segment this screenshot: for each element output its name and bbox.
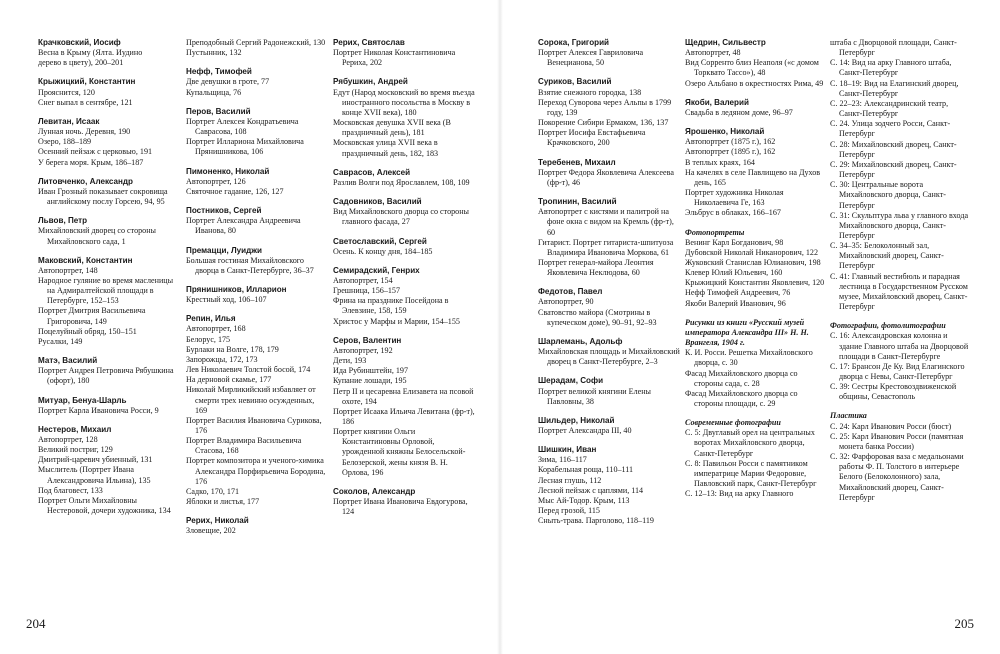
index-work-line: Фасад Михайловского дворца со стороны площади, с. 29 (685, 388, 798, 408)
index-entry (538, 197, 680, 278)
index-work-line: Михайловский дворец со стороны Михайловского сада, 1 (38, 226, 156, 246)
index-work-line: Купание лошади, 195 (333, 376, 407, 386)
index-work-line: Автопортрет, 128 (38, 435, 98, 444)
artist-name: Литовченко, Александр (38, 176, 133, 186)
index-entry (186, 107, 328, 158)
artist-name: Маковский, Константин (38, 255, 133, 265)
index-entry (333, 487, 475, 517)
page-number-left: 204 (26, 616, 46, 631)
index-work-line: Автопортрет, 48 (685, 48, 741, 58)
index-entry (38, 77, 180, 107)
index-work-line: Лунная ночь. Деревня, 190 (38, 127, 131, 137)
artist-name: Рерих, Святослав (333, 38, 405, 47)
artist-name: Федотов, Павел (538, 287, 603, 297)
index-work-line: Корабельная роща, 110–111 (538, 465, 634, 475)
index-work-line: Портрет Александра Андреевича Иванова, 80 (186, 216, 301, 236)
index-work-line: Большая гостиная Михайловского дворца в Санкт-Петербурге, 36–37 (186, 255, 314, 275)
index-entry (538, 416, 680, 436)
index-work-line: С. 39: Сестры Крестовоздвиженской общины, Севастополь (830, 382, 957, 402)
artist-name: Прянишников, Илларион (186, 284, 287, 294)
artist-name: Шильдер, Николай (538, 415, 615, 425)
index-work-line: Портрет Ивана Ивановича Евдогурова, 124 (333, 497, 468, 517)
index-work-line: Мыслитель (Портрет Ивана Александровича Ильина), 135 (38, 465, 151, 485)
left-page-column-2 (186, 38, 328, 546)
index-work-line: Портрет художника Николая Николаевича Ге, 163 (685, 188, 784, 208)
index-work-line: Преподобный Сергий Радонежский, 130 (186, 38, 326, 47)
index-work-line: Портрет композитора и ученого-химика Александра Порфирьевича Бородина, 176 (186, 456, 326, 486)
index-work-line: С. 34–35: Белоколонный зал, Михайловский дворец, Санкт-Петербург (830, 241, 944, 271)
index-work-line: С. 25: Карл Иванович Росси (памятная монета банка России) (830, 431, 964, 451)
index-work-line: Портрет Николая Константиновича Рериха, 202 (333, 48, 456, 68)
index-work-line: С. 18–19: Вид на Елагинский дворец, Санкт-Петербург (830, 78, 959, 98)
right-page-column-3 (830, 38, 972, 512)
index-work-line: Запорожцы, 172, 173 (186, 354, 258, 364)
artist-name: Светославский, Сергей (333, 236, 427, 246)
index-entry (538, 158, 680, 188)
index-work-line: С. 30: Центральные ворота Михайловского дворца, Санкт-Петербург (830, 180, 946, 210)
index-work-line: Портрет Алексея Кондратьевича Саврасова, 108 (186, 116, 299, 137)
index-work-line: Зима, 116–117 (538, 455, 587, 465)
index-work-line: Народное гуляние во время масленицы на Адмиралтейской площади в Петербурге, 152–153 (38, 275, 174, 306)
index-work-line: Портрет Ольги Михайловны Нестеровой, дочери художника, 134 (38, 495, 171, 516)
artist-name: Сорока, Григорий (538, 38, 610, 47)
index-entry (333, 336, 475, 478)
index-work-line: С. 31: Скульптура льва у главного входа Михайловского дворца, Санкт-Петербург (830, 210, 969, 240)
index-work-line: Портрет Андрея Петровича Рябушкина (офорт), 180 (38, 366, 174, 386)
index-work-line: Портрет Исаака Ильича Левитана (фр-т), 186 (333, 406, 475, 426)
artist-name: Ярошенко, Николай (685, 127, 765, 137)
index-work-line: С. 32: Фарфоровая ваза с медальонами работы Ф. П. Толстого в интерьере Белого (Белоколонного) зала, Михайловский дворец, Санкт-Петербург (830, 452, 964, 502)
artist-name: Якоби, Валерий (685, 97, 749, 107)
index-work-line: С. 28: Михайловский дворец, Санкт-Петербург (830, 139, 957, 159)
right-page-column-2 (685, 38, 827, 508)
index-entry (538, 376, 680, 406)
index-work-line: Гитарист. Портрет гитариста-шпитуоза Владимира Ивановича Моркова, 61 (538, 237, 674, 257)
index-entry (333, 38, 475, 68)
artist-name: Перов, Василий (186, 106, 251, 116)
index-work-line: Якоби Валерий Иванович, 96 (685, 298, 786, 308)
index-work-line: С. 17: Брансон Де Ку. Вид Елагинского дворца с Невы, Санкт-Петербург (830, 361, 965, 381)
index-entry (186, 206, 328, 236)
artist-name: Митуар, Бенуа-Шарль (38, 395, 127, 405)
index-entry (685, 127, 827, 218)
index-work-line: Яблоки и листья, 177 (186, 497, 260, 507)
index-work-line: Портрет генерал-майора Леонтия Яковлевича Неклюдова, 60 (538, 257, 654, 278)
artist-name: Щедрин, Сильвестр (685, 38, 766, 47)
index-work-line: Пустынник, 132 (186, 48, 242, 58)
artist-name: Левитан, Исаак (38, 116, 100, 126)
index-work-line: Дмитрий-царевич убиенный, 131 (38, 455, 153, 465)
index-work-line: С. 29: Михайловский дворец, Санкт-Петербург (830, 159, 957, 180)
index-work-line: Сватовство майора (Смотрины в купеческом доме), 90–91, 92–93 (538, 307, 657, 327)
index-work-line: Петр II и цесаревна Елизавета на псовой охоте, 194 (333, 386, 474, 406)
index-work-line: Автопортрет (1895 г.), 162 (685, 147, 776, 157)
artist-name: Премацци, Луиджи (186, 245, 262, 255)
index-entry (538, 337, 680, 367)
section-heading: Фотографии, фотолитографии (830, 321, 946, 331)
index-work-line: Взятие снежного городка, 138 (538, 87, 642, 97)
artist-name: Матэ, Василий (38, 356, 98, 366)
index-entry (685, 418, 827, 499)
index-work-line: Лесной пейзаж с цаплями, 114 (538, 485, 644, 495)
section-heading: Пластика (830, 411, 867, 421)
index-work-line: На дерновой скамье, 177 (186, 375, 272, 385)
index-work-line: Переход Суворова через Альпы в 1799 году, 139 (538, 97, 672, 117)
index-entry (830, 411, 972, 502)
index-work-line: С. 8: Павильон Росси с памятником императрице Марии Федоровне, Павловский парк, Санкт-Петербург (685, 458, 817, 489)
index-work-line: Автопортрет (1875 г.), 162 (685, 137, 776, 147)
index-work-line: Портрет Владимира Васильевича Стасова, 168 (186, 436, 302, 456)
index-entry (186, 285, 328, 305)
index-work-line: Портрет Федора Яковлевича Алексеева (фр-т), 46 (538, 167, 674, 187)
artist-name: Постников, Сергей (186, 206, 262, 216)
index-work-line: На качелях в селе Павлищево на Духов день, 165 (685, 167, 821, 187)
index-work-line: Свадьба в ледяном доме, 96–97 (685, 107, 793, 117)
index-entry (333, 237, 475, 257)
index-work-line: Под благовест, 133 (38, 485, 103, 495)
left-page-column-1 (38, 38, 180, 525)
index-entry (38, 117, 180, 168)
index-work-line: Портрет Александра III, 40 (538, 426, 632, 435)
artist-name: Львов, Петр (38, 216, 88, 226)
artist-name: Крыжицкий, Константин (38, 77, 136, 87)
index-entry (38, 256, 180, 347)
index-work-line: Автопортрет, 168 (186, 324, 246, 334)
index-work-line: Сныть-трава. Парголово, 118–119 (538, 516, 654, 526)
index-work-line: Грешница, 156–157 (333, 286, 401, 296)
artist-name: Рерих, Николай (186, 516, 249, 526)
section-heading: Рисунки из книги «Русский музей императора Александра III» Н. Н. Врангеля, 1904 г. (685, 317, 809, 348)
index-work-line: Снег выпал в сентябре, 121 (38, 97, 133, 107)
index-entry (38, 425, 180, 516)
index-entry (685, 318, 827, 409)
index-entry (333, 266, 475, 327)
artist-name: Теребенев, Михаил (538, 157, 616, 167)
index-work-line: Русалки, 149 (38, 336, 83, 346)
index-work-line: Дубовской Николай Никанорович, 122 (685, 247, 819, 257)
index-work-line: Христос у Марфы и Марии, 154–155 (333, 316, 460, 326)
index-work-line: Автопортрет, 126 (186, 176, 246, 186)
index-work-line: В теплых краях, 164 (685, 157, 755, 167)
index-work-line: дерево в цвету), 200–201 (38, 58, 124, 68)
index-work-line: Зловещие, 202 (186, 526, 236, 536)
artist-name: Шерадам, Софи (538, 376, 604, 386)
index-work-line: Две девушки в гроте, 77 (186, 77, 270, 87)
index-work-line: Автопортрет, 154 (333, 275, 393, 285)
section-heading: Современные фотографии (685, 418, 781, 428)
index-entry (38, 356, 180, 386)
index-work-line: Эльбрус в облаках, 166–167 (685, 208, 781, 218)
index-work-line: Белорус, 175 (186, 334, 231, 344)
index-entry (186, 38, 328, 58)
artist-name: Пимоненко, Николай (186, 166, 270, 176)
index-work-line: У берега моря. Крым, 186–187 (38, 157, 144, 167)
index-work-line: Московская улица XVII века в праздничный день, 182, 183 (333, 138, 439, 158)
index-work-line: Лесная глушь, 112 (538, 475, 602, 485)
index-work-line: С. 24. Улица зодчего Росси, Санкт-Петербург (830, 119, 951, 139)
artist-name: Шарлемань, Адольф (538, 336, 623, 346)
index-work-line: Осень. К концу дня, 184–185 (333, 246, 433, 256)
index-work-line: Автопортрет, 90 (538, 297, 594, 307)
index-entry (685, 38, 827, 89)
index-entry (38, 396, 180, 416)
index-work-line: Клевер Юлий Юльевич, 160 (685, 268, 783, 278)
index-work-line: Мыс Ай-Тодор. Крым, 113 (538, 495, 630, 505)
index-work-line: Перед грозой, 115 (538, 506, 600, 516)
index-entry (186, 314, 328, 507)
index-entry (38, 177, 180, 207)
index-work-line: Автопортрет, 148 (38, 265, 98, 275)
index-work-line: Московская девушка XVII века (В праздничный день), 181 (333, 118, 451, 138)
index-work-line: Бурлаки на Волге, 178, 179 (186, 344, 279, 354)
index-entry (830, 38, 972, 312)
index-work-line: Вид Сорренто близ Неаполя («с домом Торквато Тассо»), 48 (685, 58, 819, 78)
index-work-line: Святочное гадание, 126, 127 (186, 186, 284, 196)
index-work-line: Нефф Тимофей Андреевич, 76 (685, 288, 791, 298)
index-work-line: Портрет Иосифа Евстафьевича Крачковского, 200 (538, 128, 646, 148)
artist-name: Крачковский, Иосиф (38, 38, 121, 47)
index-work-line: К. И. Росси. Решетка Михайловского дворца, с. 30 (685, 348, 813, 368)
artist-name: Садовников, Василий (333, 197, 422, 207)
index-work-line: Вид Михайловского дворца со стороны главного фасада, 27 (333, 207, 469, 227)
index-work-line: Портрет Алексея Гавриловича Венецианова, 50 (538, 48, 644, 68)
artist-name: Суриков, Василий (538, 77, 612, 87)
artist-name: Рябушкин, Андрей (333, 77, 408, 87)
index-work-line: С. 12–13: Вид на арку Главного (685, 489, 794, 499)
index-work-line: Ида Рубинштейн, 197 (333, 366, 409, 376)
index-work-line: Автопортрет с кистями и палитрой на фоне окна с видом на Кремль (фр-т), 60 (538, 207, 674, 237)
artist-name: Серов, Валентин (333, 335, 402, 345)
index-work-line: Озеро, 188–189 (38, 137, 92, 147)
index-work-line: Портрет Дмитрия Васильевича Григоровича, 149 (38, 306, 146, 326)
index-entry (186, 167, 328, 197)
artist-name: Саврасов, Алексей (333, 167, 411, 177)
index-entry (538, 287, 680, 328)
index-work-line: Фасад Михайловского дворца со стороны сада, с. 28 (685, 368, 798, 388)
index-entry (538, 38, 680, 68)
index-entry (333, 197, 475, 227)
index-entry (685, 98, 827, 118)
index-work-line: Портрет Иллариона Михайловича Прянишникова, 106 (186, 137, 304, 157)
index-work-line: Купальщица, 76 (186, 87, 242, 97)
index-entry (538, 77, 680, 148)
left-page-column-3 (333, 38, 475, 526)
index-entry (333, 168, 475, 188)
index-work-line: Весна в Крыму (Ялта. Иудино (38, 48, 143, 58)
index-work-line: Прояснится, 120 (38, 87, 95, 97)
index-work-line: Николай Мирликийский избавляет от смерти трех невинно осужденных, 169 (186, 385, 316, 415)
index-work-line: Поцелуйный обряд, 150–151 (38, 326, 137, 336)
index-work-line: Едут (Народ московский во время въезда иностранного посольства в Москву в конце XVII века), 180 (333, 87, 475, 117)
index-work-line: Великий постриг, 129 (38, 445, 113, 455)
index-work-line: С. 41: Главный вестибюль и парадная лестница в Государственном Русском музее, Михайловский дворец, Санкт-Петербург (830, 271, 968, 312)
index-entry (38, 38, 180, 68)
right-page (500, 0, 1000, 654)
artist-name: Тропинин, Василий (538, 197, 617, 207)
index-work-line: С. 16: Александровская колонна и здание Главного штаба на Дворцовой площади в Санкт-Петербурге (830, 331, 969, 361)
index-work-line: Разлив Волги под Ярославлем, 108, 109 (333, 177, 470, 187)
index-work-line: Портрет Карла Ивановича Росси, 9 (38, 405, 159, 415)
index-entry (38, 216, 180, 246)
index-work-line: Иван Грозный показывает сокровища английскому послу Горсею, 94, 95 (38, 186, 168, 207)
section-heading: Фотопортреты (685, 227, 745, 237)
index-work-line: Крестный ход, 106–107 (186, 295, 267, 305)
artist-name: Шишкин, Иван (538, 445, 597, 455)
artist-name: Нефф, Тимофей (186, 67, 252, 77)
index-entry (685, 228, 827, 309)
index-work-line: Озеро Альбано в окрестностях Рима, 49 (685, 78, 824, 88)
index-entry (333, 77, 475, 158)
index-work-line: штаба с Дворцовой площади, Санкт-Петербург (830, 38, 957, 58)
index-work-line: Фрина на празднике Посейдона в Элевзине, 158, 159 (333, 296, 449, 316)
artist-name: Соколов, Александр (333, 486, 416, 496)
index-work-line: Михайловская площадь и Михайловский дворец в Санкт-Петербурге, 2–3 (538, 347, 680, 367)
index-work-line: Жуковский Станислав Юлианович, 198 (685, 257, 821, 267)
index-work-line: Автопортрет, 192 (333, 345, 393, 355)
index-work-line: Портрет княгини Ольги Константиновны Орловой, урожденной княжны Белосельской-Белозерской, жены князя В. Н. Орлова, 196 (333, 427, 466, 477)
index-work-line: С. 22–23: Александринский театр, Санкт-Петербург (830, 98, 949, 119)
index-work-line: С. 5: Двуглавый орел на центральных воротах Михайловского дворца, Санкт-Петербург (685, 428, 815, 458)
index-entry (186, 246, 328, 276)
index-work-line: С. 24: Карл Иванович Росси (бюст) (830, 421, 952, 431)
index-work-line: Портрет Василия Ивановича Сурикова, 176 (186, 415, 322, 435)
index-work-line: Венинг Карл Богданович, 98 (685, 237, 784, 247)
index-entry (186, 67, 328, 97)
index-entry (830, 321, 972, 402)
index-work-line: С. 14: Вид на арку Главного штаба, Санкт-Петербург (830, 58, 952, 78)
index-work-line: Лев Николаевич Толстой босой, 174 (186, 365, 311, 375)
index-work-line: Покорение Сибири Ермаком, 136, 137 (538, 118, 669, 128)
index-work-line: Осенний пейзаж с церковью, 191 (38, 147, 153, 157)
index-work-line: Садко, 170, 171 (186, 486, 240, 496)
artist-name: Семирадский, Генрих (333, 265, 420, 275)
index-entry (186, 516, 328, 536)
index-entry (538, 445, 680, 526)
index-work-line: Дети, 193 (333, 356, 367, 366)
artist-name: Нестеров, Михаил (38, 424, 112, 434)
page-number-right: 205 (954, 616, 974, 631)
artist-name: Репин, Илья (186, 314, 236, 324)
right-page-column-1 (538, 38, 680, 535)
index-work-line: Крыжицкий Константин Яковлевич, 120 (685, 278, 825, 288)
index-work-line: Портрет великой княгини Елены Павловны, 38 (538, 386, 651, 406)
